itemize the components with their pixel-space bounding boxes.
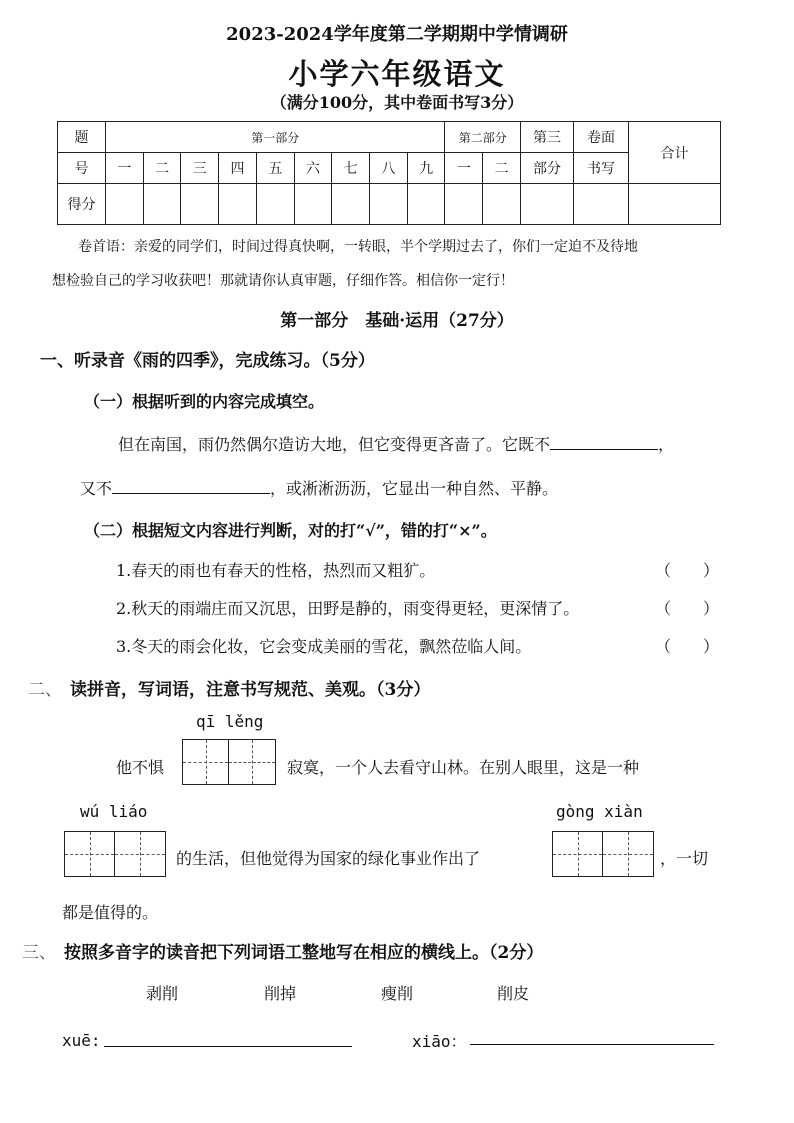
writing-header-bottom: 书写 xyxy=(574,153,629,184)
part1-col: 一 xyxy=(106,153,144,184)
q2-number: 二、 xyxy=(28,680,62,700)
section1-title: 第一部分 基础·运用（27分） xyxy=(280,311,514,331)
total-score-cell[interactable] xyxy=(629,184,721,225)
q3-title: 按照多音字的读音把下列词语工整地写在相应的横线上。（2分） xyxy=(64,943,544,963)
score-cell[interactable] xyxy=(294,184,332,225)
score-table xyxy=(57,121,721,225)
fill-blank-1[interactable] xyxy=(550,431,658,450)
part3-header-bottom: 部分 xyxy=(521,153,574,184)
part1-col: 七 xyxy=(332,153,370,184)
char-box[interactable] xyxy=(115,832,165,876)
part2-header: 第二部分 xyxy=(445,122,521,153)
score-cell[interactable] xyxy=(445,184,483,225)
judge-item-1: 1.春天的雨也有春天的性格，热烈而又粗犷。 xyxy=(116,561,436,580)
exam-title-line1: 2023-2024学年度第二学期期中学情调研 xyxy=(226,24,568,45)
char-box[interactable] xyxy=(65,832,115,876)
score-cell[interactable] xyxy=(407,184,445,225)
row-label-number-top: 题 xyxy=(58,122,106,153)
part1-col: 二 xyxy=(143,153,181,184)
part2-col: 二 xyxy=(483,153,521,184)
score-cell[interactable] xyxy=(181,184,219,225)
q2-text1b: 寂寞，一个人去看守山林。在别人眼里，这是一种 xyxy=(287,758,640,777)
total-header: 合计 xyxy=(629,122,721,184)
part1-col: 八 xyxy=(370,153,408,184)
answer-paren-3[interactable]: （ ） xyxy=(655,637,720,656)
score-cell[interactable] xyxy=(106,184,144,225)
part1-header: 第一部分 xyxy=(106,122,445,153)
q1-title: 一、听录音《雨的四季》，完成练习。（5分） xyxy=(40,351,375,371)
pinyin-qileng: qī lěng xyxy=(196,712,264,731)
answer-line-xiao[interactable] xyxy=(470,1043,714,1045)
judge-item-2: 2.秋天的雨端庄而又沉思，田野是静的，雨变得更轻，更深情了。 xyxy=(116,599,580,618)
word-1: 剥削 xyxy=(146,984,179,1003)
char-grid-wuliao[interactable] xyxy=(64,831,166,877)
answer-paren-2[interactable]: （ ） xyxy=(655,599,720,618)
char-box[interactable] xyxy=(603,832,653,876)
q3-number: 三、 xyxy=(22,943,56,963)
preface-line1: 卷首语：亲爱的同学们，时间过得真快啊，一转眼，半个学期过去了，你们一定迫不及待地 xyxy=(78,239,638,255)
q1-fill-comma: ， xyxy=(658,435,675,454)
part1-col: 五 xyxy=(256,153,294,184)
q1-fill-line2 xyxy=(80,475,558,499)
fill-blank-2[interactable] xyxy=(112,475,270,494)
word-2: 削掉 xyxy=(264,984,297,1003)
preface xyxy=(52,230,758,298)
part2-col: 一 xyxy=(445,153,483,184)
q2-title: 读拼音，写词语，注意书写规范、美观。（3分） xyxy=(70,680,431,700)
score-cell[interactable] xyxy=(370,184,408,225)
pinyin-gongxian: gòng xiàn xyxy=(556,802,643,821)
word-4: 削皮 xyxy=(497,984,530,1003)
part1-col: 九 xyxy=(407,153,445,184)
q1-fill-text-b-start: 又不 xyxy=(80,479,113,498)
char-grid-gongxian[interactable] xyxy=(552,831,654,877)
writing-header-top: 卷面 xyxy=(574,122,629,153)
exam-title: 小学六年级语文 xyxy=(288,57,506,91)
q2-text1a: 他不惧 xyxy=(116,758,165,777)
answer-paren-1[interactable]: （ ） xyxy=(655,561,720,580)
score-cell[interactable] xyxy=(574,184,629,225)
row-label-number-bottom: 号 xyxy=(58,153,106,184)
char-box[interactable] xyxy=(229,740,275,784)
q1-sub1-title: （一）根据听到的内容完成填空。 xyxy=(84,392,325,411)
part1-col: 四 xyxy=(219,153,257,184)
score-cell[interactable] xyxy=(143,184,181,225)
char-grid-qileng[interactable] xyxy=(182,739,276,785)
score-cell[interactable] xyxy=(521,184,574,225)
q2-text2: 的生活，但他觉得为国家的绿化事业作出了 xyxy=(176,849,481,868)
row-label-score: 得分 xyxy=(58,184,106,225)
part1-col: 三 xyxy=(181,153,219,184)
exam-subtitle: （满分100分，其中卷面书写3分） xyxy=(270,93,524,112)
q1-fill-line1 xyxy=(118,431,674,455)
q1-fill-text-b: ，或淅淅沥沥，它显出一种自然、平静。 xyxy=(270,479,559,498)
pinyin-wuliao: wú liáo xyxy=(80,802,148,821)
part1-col: 六 xyxy=(294,153,332,184)
score-cell[interactable] xyxy=(332,184,370,225)
answer-line-xue[interactable] xyxy=(104,1045,352,1047)
score-cell[interactable] xyxy=(256,184,294,225)
char-box[interactable] xyxy=(553,832,603,876)
label-xiao: xiāo： xyxy=(412,1032,467,1051)
q1-fill-text-a: 但在南国，雨仍然偶尔造访大地，但它变得更吝啬了。它既不 xyxy=(118,435,551,454)
word-3: 瘦削 xyxy=(381,984,414,1003)
preface-line2: 想检验自己的学习收获吧！那就请你认真审题，仔细作答。相信你一定行！ xyxy=(52,273,514,289)
q2-text3: 都是值得的。 xyxy=(62,903,159,922)
label-xue: xuē: xyxy=(62,1031,101,1050)
part3-header-top: 第三 xyxy=(521,122,574,153)
q2-text2-end: ，一切 xyxy=(660,849,709,868)
score-cell[interactable] xyxy=(219,184,257,225)
char-box[interactable] xyxy=(183,740,229,784)
score-cell[interactable] xyxy=(483,184,521,225)
q1-sub2-title: （二）根据短文内容进行判断，对的打“√”，错的打“×”。 xyxy=(84,521,497,540)
judge-item-3: 3.冬天的雨会化妆，它会变成美丽的雪花，飘然莅临人间。 xyxy=(116,637,532,656)
